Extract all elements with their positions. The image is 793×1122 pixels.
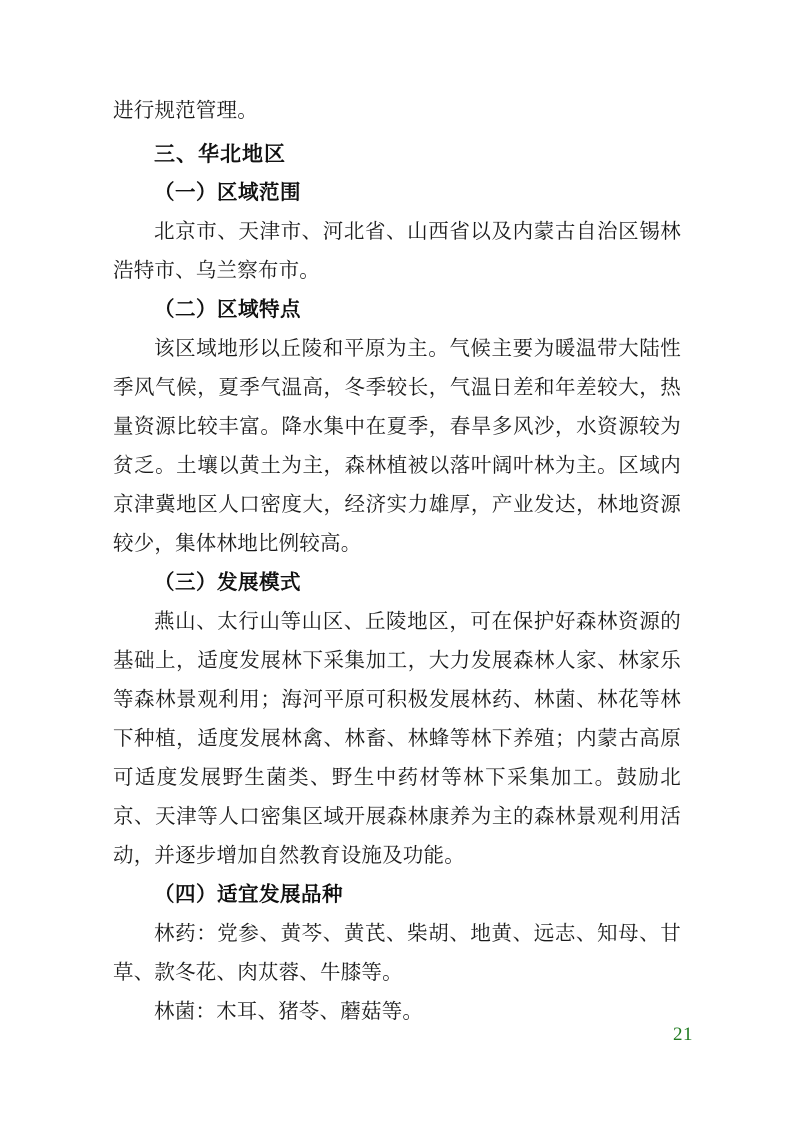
subsection-heading-scope: （一）区域范围 [154,182,301,204]
paragraph-model: 燕山、太行山等山区、丘陵地区，可在保护好森林资源的基础上，适度发展林下采集加工，大力发展森林人家、林家乐等森林景观利用；海河平原可积极发展林药、林菌、林花等林下种植，适度发展林禽、林畜、林蜂等林下养殖；内蒙古高原可适度发展野生菌类、野生中药材等林下采集加工。鼓励北京、天津等人口密集区域开展森林康养为主的森林景观利用活动，并逐步增加自然教育设施及功能。 [113,611,681,867]
paragraph-species-medicinal: 林药：党参、黄芩、黄芪、柴胡、地黄、远志、知母、甘草、款冬花、肉苁蓉、牛膝等。 [113,923,681,984]
subsection-heading-model: （三）发展模式 [154,572,301,594]
paragraph-scope: 北京市、天津市、河北省、山西省以及内蒙古自治区锡林浩特市、乌兰察布市。 [113,221,681,282]
subsection-heading-features: （二）区域特点 [154,299,301,321]
paragraph-features: 该区域地形以丘陵和平原为主。气候主要为暖温带大陆性季风气候，夏季气温高，冬季较长，气温日差和年差较大，热量资源比较丰富。降水集中在夏季，春旱多风沙，水资源较为贫乏。土壤以黄土为主，森林植被以落叶阔叶林为主。区域内京津冀地区人口密度大，经济实力雄厚，产业发达，林地资源较少，集体林地比例较高。 [113,338,681,555]
continued-paragraph: 进行规范管理。 [113,100,258,122]
page-number: 21 [673,1024,693,1045]
page-content [113,92,681,1032]
subsection-heading-species: （四）适宜发展品种 [154,884,343,906]
paragraph-species-fungi: 林菌：木耳、猪苓、蘑菇等。 [154,1001,424,1023]
section-heading: 三、华北地区 [154,142,286,166]
